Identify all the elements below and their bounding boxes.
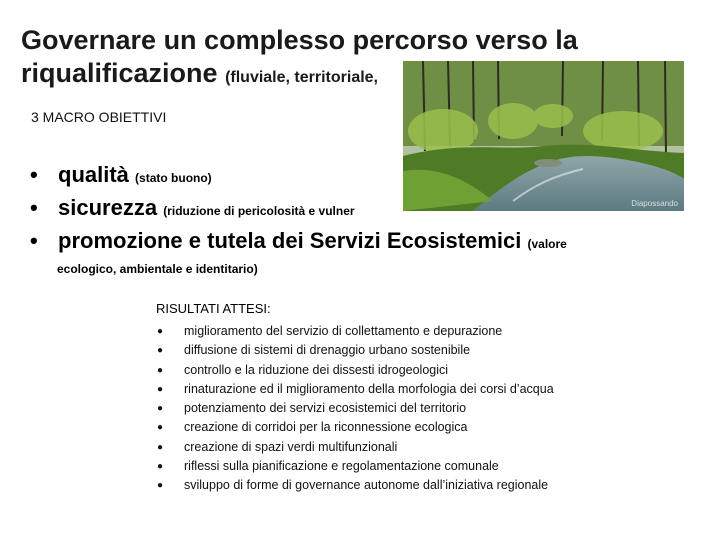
result-item (156, 457, 554, 476)
objective-item (30, 193, 567, 226)
bullet-icon: ● (157, 480, 164, 492)
objective-item (30, 226, 567, 259)
bullet-icon: ● (157, 422, 164, 434)
objective-note: (valore (527, 237, 567, 251)
bullet-icon: ● (157, 326, 164, 337)
result-text: controllo e la riduzione dei dissesti idrogeologici (184, 362, 449, 377)
objective-label: sicurezza (58, 195, 158, 220)
result-text: sviluppo di forme di governance autonome dall’iniziativa regionale (184, 478, 549, 493)
result-item (156, 476, 554, 495)
result-text: creazione di corridoi per la riconnessione ecologica (184, 420, 468, 435)
bullet-icon: ● (157, 441, 164, 453)
bullet-icon: ● (157, 383, 164, 395)
objective-item (30, 160, 567, 193)
result-item (156, 361, 554, 380)
title-main-word: riqualificazione (21, 58, 218, 88)
photo-watermark: Diapossando (631, 199, 678, 208)
result-text: rinaturazione ed il miglioramento della morfologia dei corsi d’acqua (184, 381, 554, 396)
macro-objectives-heading: 3 MACRO OBIETTIVI (31, 109, 167, 125)
objective-label: qualità (58, 162, 129, 187)
bullet-icon: • (30, 195, 38, 220)
objective-label: promozione e tutela dei Servizi Ecosistemici (58, 228, 522, 253)
result-text: riflessi sulla pianificazione e regolamentazione comunale (184, 459, 499, 474)
result-item (156, 341, 554, 360)
result-text: creazione di spazi verdi multifunzionali (184, 439, 398, 454)
results-list (156, 322, 554, 496)
result-text: diffusione di sistemi di drenaggio urbano sostenibile (184, 343, 471, 358)
result-item (156, 322, 554, 341)
results-heading: RISULTATI ATTESI: (156, 301, 271, 316)
result-item (156, 438, 554, 457)
bullet-icon: ● (157, 364, 164, 376)
result-text: potenziamento dei servizi ecosistemici del territorio (184, 401, 467, 416)
title-note: (fluviale, territoriale, (225, 69, 378, 86)
objectives-list (30, 160, 567, 259)
result-text: miglioramento del servizio di collettamento e depurazione (184, 324, 503, 338)
objective-note: (stato buono) (135, 171, 212, 185)
bullet-icon: ● (157, 403, 164, 415)
result-item (156, 418, 554, 437)
bullet-icon: • (30, 228, 38, 253)
bullet-icon: • (30, 162, 38, 187)
bullet-icon: ● (157, 345, 164, 357)
objective-note: (riduzione di pericolosità e vulner (163, 204, 355, 218)
bullet-icon: ● (157, 461, 164, 473)
result-item (156, 399, 554, 418)
result-item (156, 380, 554, 399)
title-line-1: Governare un complesso percorso verso la (21, 25, 578, 55)
objective-note-continuation: ecologico, ambientale e identitario) (57, 262, 258, 276)
